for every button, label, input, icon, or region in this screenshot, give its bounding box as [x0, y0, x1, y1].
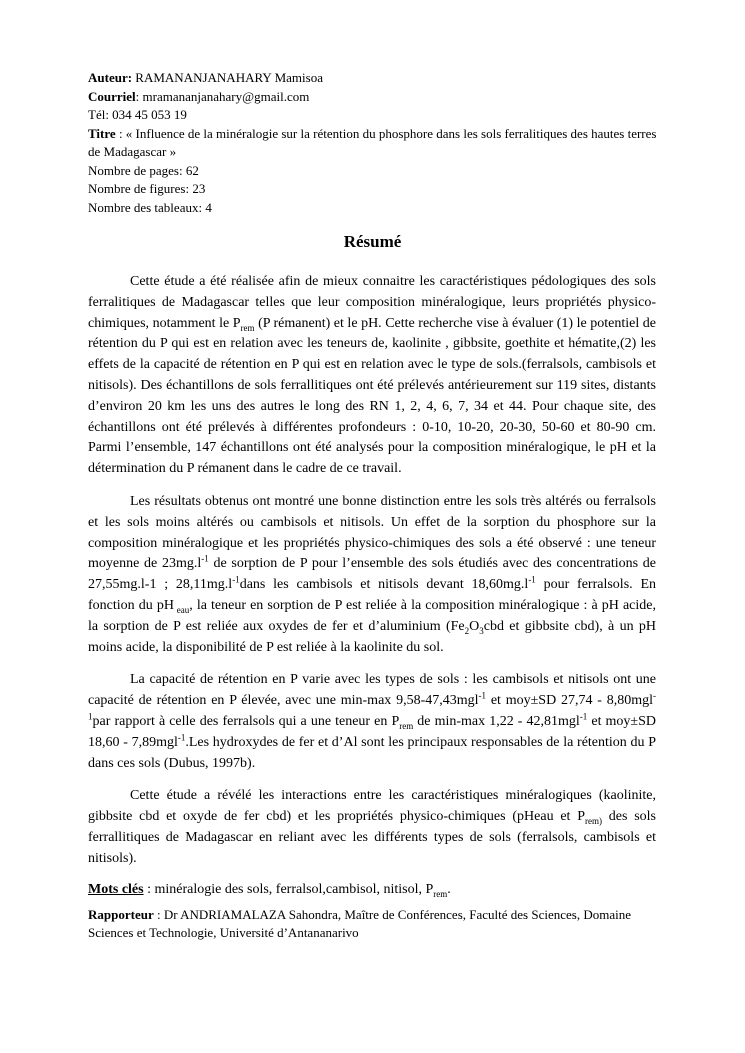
abstract-body: [88, 272, 656, 943]
p4-sub-rem: rem): [585, 815, 602, 826]
p2-sup-1: -1: [201, 553, 209, 564]
p3-sub-rem: rem: [399, 720, 414, 731]
p1-text-b: (P rémanent) et le pH. Cette recherche vise à évaluer (1) le potentiel de rétention du P qui est en relation avec les teneurs de, kaolinite , gibbsite, goethite et hématite,(2) les effets de la capacité de rétention en P qui est en relation avec le type de sols.(ferralsols, cambisols et nitisols). Des échantillons de sols ferrallitiques ont été prélevés antérieurement sur 119 sites, distants d’environ 20 km les uns des autres le long des RN 1, 2, 4, 6, 7, 34 et 44. Pour chaque site, des échantillons ont été prélevés à différentes profondeurs : 0-10, 10-20, 20-30, 50-60 et 80-90 cm. Parmi l’ensemble, 147 échantillons ont été analysés pour la composition minéralogique, le pH et la détermination du P rémanent dans le cadre de ce travail.: [88, 315, 656, 477]
pages-count: Nombre de pages: 62: [88, 162, 199, 178]
thesis-metadata: [88, 69, 668, 217]
author-line: [88, 69, 668, 88]
p2-sup-3: -1: [528, 574, 536, 585]
title-line: [88, 125, 668, 162]
p2-text-c: dans les cambisols et nitisols devant 18,60mg.l: [239, 577, 529, 593]
abstract-heading: Résumé: [343, 232, 402, 251]
rapporteur-text: : Dr ANDRIAMALAZA Sahondra, Maître de Conférences, Faculté des Sciences, Domaine Sciences et Technologie, Université d’Antananarivo: [88, 906, 631, 941]
p2-text-d: pour ferralsols. En fonction du pH: [88, 577, 656, 613]
p1-subscript-rem: rem: [240, 322, 255, 333]
author-label: Auteur:: [88, 70, 133, 85]
p3-text-b: et moy±SD 27,74 - 8,80mgl: [486, 693, 654, 709]
p3-sup-4: -1: [177, 732, 186, 743]
p3-text-f: .Les hydroxydes de fer et d’Al sont les principaux responsables de la rétention du P dans ces sols (Dubus, 1997b).: [88, 734, 656, 771]
p2-text-b: de sorption de P pour l’ensemble des sols étudiés avec des concentrations de 27,55mg.l-1 ; 28,11mg.l: [88, 556, 656, 593]
p3-text-a: La capacité de rétention en P varie avec les types de sols : les cambisols et nitisols ont une capacité de rétention en P élevée, avec une min-max 9,58-47,43mgl: [88, 672, 656, 709]
keywords-sub-rem: rem: [433, 888, 448, 899]
rapporteur-line: [88, 906, 656, 943]
keywords-end: .: [447, 881, 451, 897]
keywords-line: [88, 880, 656, 900]
p4-text-a: Cette étude a révélé les interactions entre les caractéristiques minéralogiques (kaolinite, gibbsite cbd et oxyde de fer cbd) et les propriétés physico-chimiques (pHeau et P: [88, 788, 656, 825]
email-label: Courriel: [88, 88, 136, 104]
abstract-paragraph-2: [88, 492, 656, 658]
abstract-paragraph-3: [88, 670, 656, 774]
p2-text-g: cbd et gibbsite cbd), à un pH moins acide, la disponibilité de P est reliée à la kaolinite du sol.: [88, 618, 656, 655]
p2-sup-2: -1: [232, 574, 240, 585]
p3-sup-2: -1: [88, 690, 657, 722]
title-value: : « Influence de la minéralogie sur la rétention du phosphore dans les sols ferralitiques des hautes terres de Madagascar »: [88, 125, 657, 159]
abstract-paragraph-1: [88, 272, 656, 480]
p2-sub-eau: eau: [173, 604, 190, 615]
p2-text-e: , la teneur en sorption de P est reliée à la composition minéralogique : à pH acide, la sorption de P est reliée aux oxydes de fer et d’aluminium (Fe: [88, 597, 657, 634]
p4-text-b: des sols ferrallitiques de Madagascar en reliant avec les différents types de sols (ferralsols, cambisols et nitisols).: [88, 809, 656, 866]
phone-line: Tél: 034 45 053 19: [88, 107, 187, 122]
p2-sub-3: 3: [479, 625, 484, 636]
keywords-label: Mots clés: [88, 881, 144, 897]
p2-text-f: O: [469, 618, 480, 634]
p3-text-e: et moy±SD 18,60 - 7,89mgl: [88, 713, 656, 750]
p2-sub-2: 2: [464, 625, 470, 636]
p3-sup-1: -1: [478, 690, 487, 701]
email-line: [88, 88, 668, 107]
rapporteur-label: Rapporteur: [88, 906, 154, 922]
author-value: RAMANANJANAHARY Mamisoa: [135, 70, 323, 85]
email-value[interactable]: : mramananjanahary@gmail.com: [135, 88, 310, 104]
p2-text-a: Les résultats obtenus ont montré une bonne distinction entre les sols très altérés ou ferralsols et les sols moins altérés ou cambisols et nitisols. Un effet de la sorption du phosphore sur la composition minéralogique et les propriétés physico-chimiques des sols a été observé : une teneur moyenne de 23mg.l: [88, 493, 656, 572]
p1-text-a: Cette étude a été réalisée afin de mieux connaitre les caractéristiques pédologiques des sols ferralitiques de Madagascar telles que leur composition minéralogique, leurs propriétés physico-chimiques, notamment le P: [88, 274, 656, 331]
p3-text-d: de min-max 1,22 - 42,81mgl: [413, 713, 580, 729]
title-label: Titre: [88, 125, 116, 141]
abstract-paragraph-4: [88, 786, 656, 869]
tables-count: Nombre des tableaux: 4: [88, 199, 212, 215]
p3-sup-3: -1: [579, 711, 588, 722]
figures-count: Nombre de figures: 23: [88, 181, 206, 196]
p3-text-c: par rapport à celle des ferralsols qui a une teneur en P: [92, 713, 400, 729]
keywords-text: : minéralogie des sols, ferralsol,cambisol, nitisol, P: [143, 881, 434, 897]
